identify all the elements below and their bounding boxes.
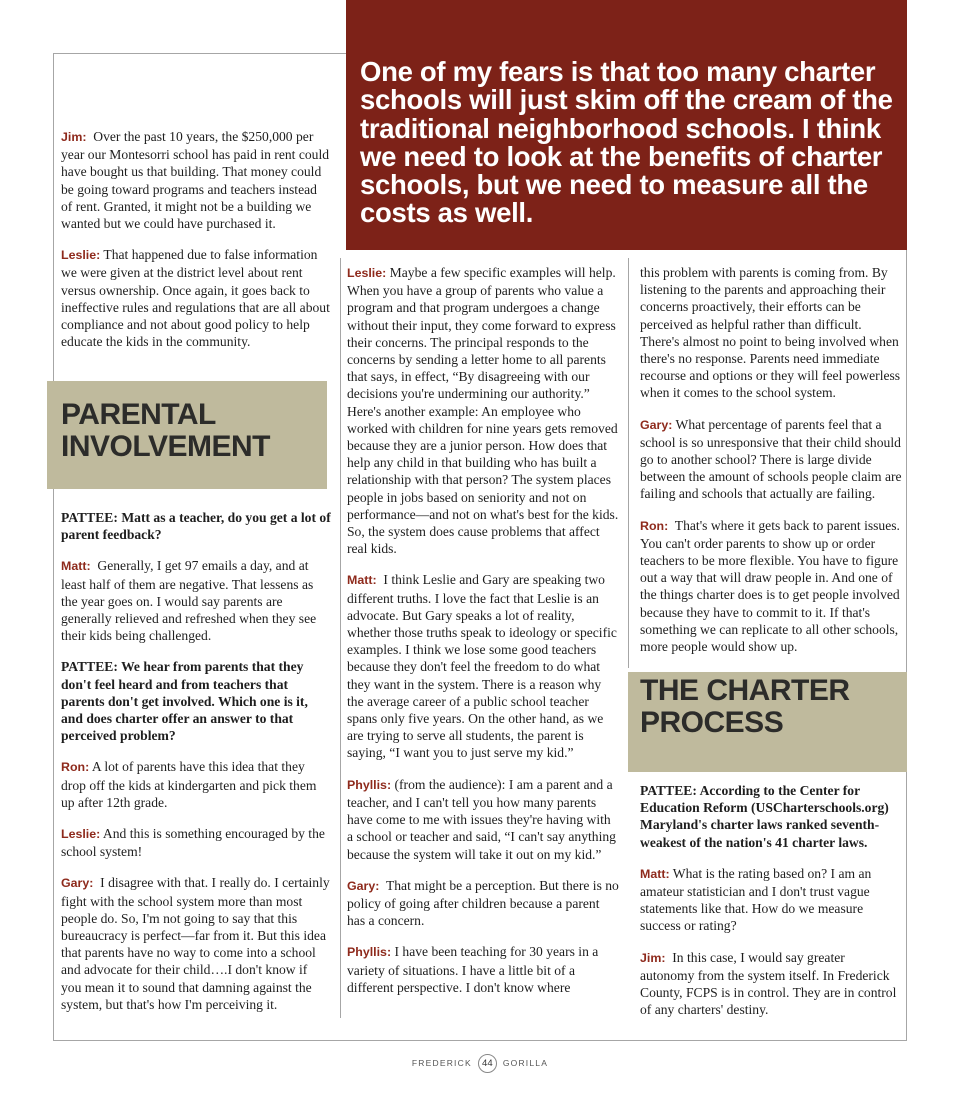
- paragraph-text: That's where it gets back to parent issues. You can't order parents to show up or order teachers to be more flexible. You have to figure out a way that will draw people in. And one of the things charter does is to get people involved because they have to commit to it. If that's something we can replicate to all other schools, more people would show up.: [640, 517, 900, 655]
- paragraph: [61, 246, 331, 350]
- paragraph: [640, 416, 902, 503]
- paragraph: [347, 943, 619, 996]
- paragraph-text: I have been teaching for 30 years in a variety of situations. I have a little bit of a different perspective. I don't know where: [347, 944, 599, 995]
- question: [61, 658, 331, 744]
- paragraph-text: According to the Center for Education Reform (USCharterschools.org) Maryland's charter laws ranked seventh-weakest of the nation's 41 charter laws.: [640, 783, 889, 850]
- speaker-label: Jim:: [640, 950, 666, 965]
- paragraph-text: I think Leslie and Gary are speaking two different truths. I love the fact that Leslie is an advocate. But Gary speaks a lot of reality, whether those truths speak to ideology or specific examples. I think we lose some good teachers because they don't feel the freedom to do what they want in the system. There is a reason why the average career of a public school teacher spans only five years. On the other hand, as we are trying to serve all students, the parent is saying, “I want you to just serve my kid.”: [347, 572, 617, 761]
- paragraph-text: Over the past 10 years, the $250,000 per year our Montesorri school has paid in rent could have bought us that building. That money could be going toward programs and teachers instead of rent. Granted, it might not be a building we wanted but we could have purchased it.: [61, 129, 330, 232]
- speaker-label: Gary:: [61, 876, 94, 891]
- paragraph: [640, 517, 902, 656]
- column-divider: [628, 258, 629, 668]
- paragraph: [61, 128, 331, 232]
- paragraph-text: I disagree with that. I really do. I certainly fight with the school system more than most people do. So, I'm not going to say that this bureaucracy is perfect—far from it. But this idea that parents have no way to come into a school and advocate for their child….I don't know if you mean it to sound that damning against the system, but that's how I'm perceiving it.: [61, 875, 330, 1012]
- paragraph-text: A lot of parents have this idea that they drop off the kids at kindergarten and pick them up after 12th grade.: [61, 759, 317, 810]
- paragraph: [61, 825, 331, 860]
- speaker-label: Leslie:: [61, 827, 101, 842]
- paragraph-text: We hear from parents that they don't feel heard and from teachers that parents don't get involved. Which one is it, and does charter offer an answer to that perceived problem?: [61, 659, 308, 744]
- paragraph-text: Maybe a few specific examples will help. When you have a group of parents who value a program and that program undergoes a change without their input, they come forward to express their concerns. The principal responds to the concerns by sending a letter home to all parents that says, in effect, “By disagreeing with our decisions you're undermining our authority.” Here's another example: An employee who worked with children for nine years gets removed because they are a junior person. How does that help any child in that building who has built a relationship with that person? The system places people in jobs based on seniority and not on performance—and not on what's best for the kids. So, the system does cause problems that affect real kids.: [347, 265, 619, 557]
- article-column-3: [640, 264, 902, 669]
- speaker-label: Gary:: [640, 417, 673, 432]
- speaker-label: Phyllis:: [347, 945, 392, 960]
- paragraph-text: What percentage of parents feel that a school is so unresponsive that their child should go to another school? There is large divide between the amount of schools people claim are failing and schools that actually are failing.: [640, 416, 902, 502]
- column-divider: [340, 258, 341, 1018]
- speaker-label: PATTEE:: [61, 510, 118, 525]
- article-column-1-lower: [61, 509, 331, 1027]
- section-title: PARENTAL INVOLVEMENT: [61, 398, 270, 463]
- pull-quote-box: [346, 0, 907, 250]
- paragraph: [61, 758, 331, 811]
- speaker-label: Matt:: [61, 559, 91, 574]
- speaker-label: Matt:: [640, 866, 670, 881]
- article-column-3-lower: [640, 782, 902, 1032]
- speaker-label: Leslie:: [61, 248, 101, 263]
- speaker-label: Ron:: [61, 760, 90, 775]
- paragraph: [347, 877, 619, 930]
- article-column-2: [347, 264, 619, 1010]
- paragraph: [640, 949, 902, 1019]
- paragraph: [61, 874, 331, 1013]
- speaker-label: Ron:: [640, 518, 669, 533]
- speaker-label: Jim:: [61, 130, 87, 144]
- page-footer: [0, 1052, 960, 1074]
- speaker-label: PATTEE:: [61, 659, 118, 675]
- paragraph: [640, 865, 902, 935]
- footer-publication-right: GORILLA: [502, 1058, 549, 1068]
- speaker-label: Gary:: [347, 878, 380, 893]
- page-number: 44: [478, 1054, 497, 1073]
- paragraph-text: What is the rating based on? I am an amateur statistician and I don't trust vague statements like that. How do we measure success or rating?: [640, 865, 872, 934]
- paragraph-text: That happened due to false information we were given at the district level about rent versus ownership. Once again, it goes back to ineffective rules and regulations that are all about compliance and not about good policy to help educate the kids in the community.: [61, 247, 330, 350]
- paragraph: [347, 776, 619, 863]
- article-column-1: [61, 128, 331, 364]
- section-title: THE CHARTER PROCESS: [640, 674, 850, 739]
- question: [640, 782, 902, 851]
- paragraph-text: Matt as a teacher, do you get a lot of parent feedback?: [61, 510, 331, 543]
- paragraph: [347, 264, 619, 557]
- pull-quote-text: One of my fears is that too many charter schools will just skim off the cream of the traditional neighborhood schools. I think we need to look at the benefits of charter schools, but we need to measure all the costs as well.: [360, 56, 893, 229]
- footer-publication-left: FREDERICK: [411, 1058, 472, 1068]
- paragraph-text: Generally, I get 97 emails a day, and at least half of them are negative. That lessens as the year goes on. I would say parents are generally relieved and refreshed when they see their kids being challenged.: [61, 558, 317, 644]
- paragraph-text: And this is something encouraged by the school system!: [61, 826, 325, 860]
- speaker-label: Phyllis:: [347, 777, 392, 792]
- paragraph-text: In this case, I would say greater autonomy from the system itself. In Frederick County, FCPS is in control. They are in control of any charters' destiny.: [640, 949, 897, 1018]
- paragraph: [640, 264, 902, 402]
- speaker-label: PATTEE:: [640, 783, 697, 798]
- paragraph-text: That might be a perception. But there is no policy of going after children because a parent has a concern.: [347, 877, 619, 929]
- speaker-label: Leslie:: [347, 266, 387, 280]
- speaker-label: Matt:: [347, 573, 377, 588]
- paragraph: [61, 557, 331, 644]
- paragraph-text: this problem with parents is coming from. By listening to the parents and approaching their concerns proactively, their efforts can be perceived as helpful rather than difficult. There's almost no point to being involved when there's no response. Parents need immediate recourse and options or they will feel powerless when it comes to the school system.: [640, 265, 901, 401]
- paragraph: [347, 571, 619, 761]
- paragraph-text: (from the audience): I am a parent and a teacher, and I can't tell you how many parents have come to me with issues they're having with a school or teacher and said, “I can't say anything because the system will take it out on my kid.”: [347, 776, 616, 862]
- section-heading-parental: [47, 381, 327, 489]
- section-heading-charter: [628, 672, 907, 772]
- question: [61, 509, 331, 543]
